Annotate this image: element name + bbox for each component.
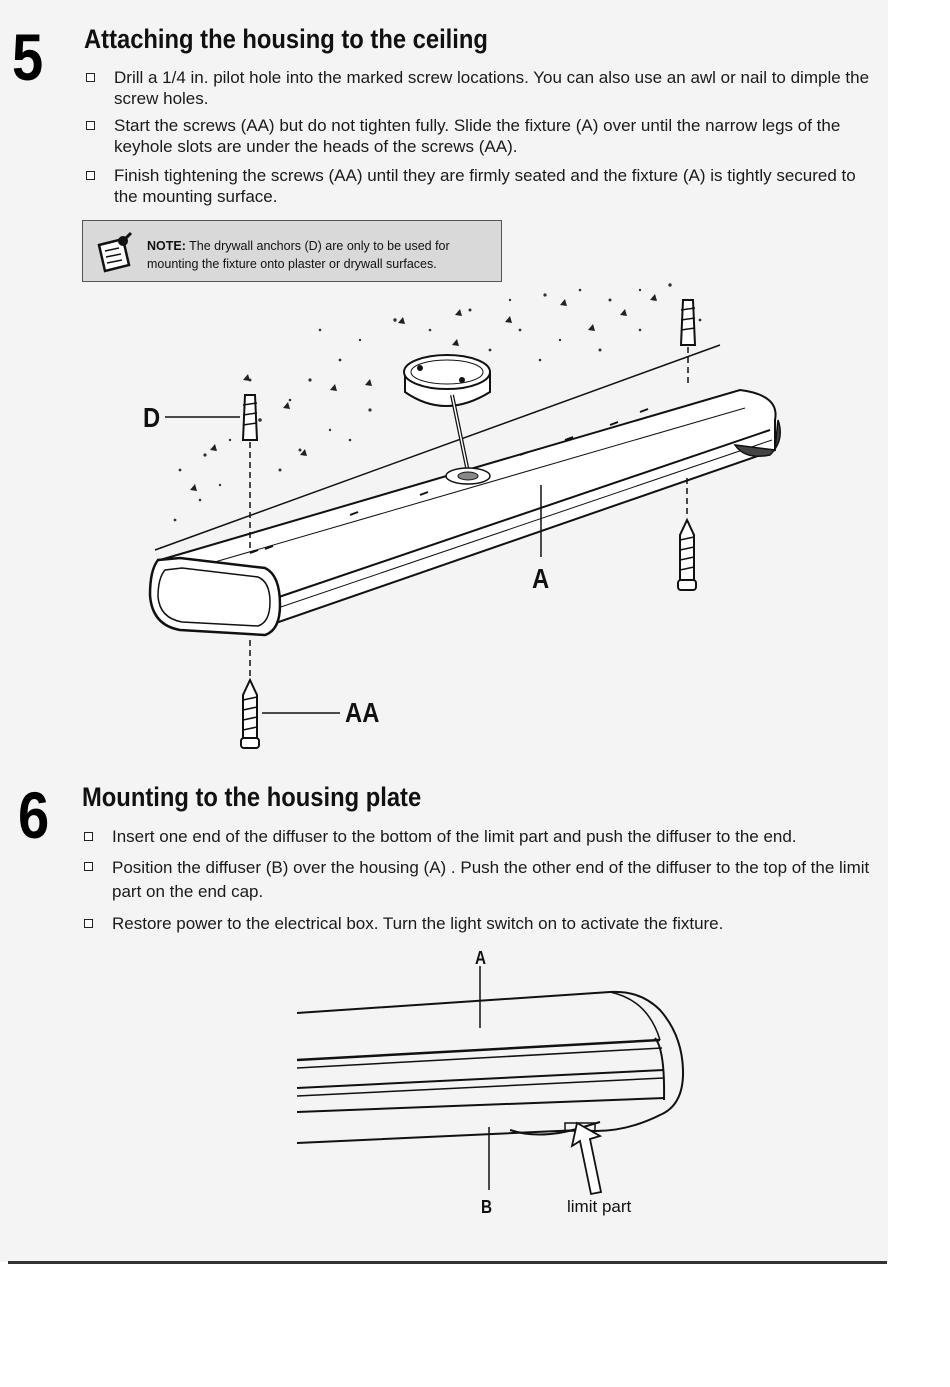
- bottom-divider: [8, 1261, 887, 1264]
- callout-aa: AA: [345, 697, 380, 728]
- step-6-instruction-1: Insert one end of the diffuser to the bottom of the limit part and push the diffuser to the end.: [82, 826, 882, 847]
- drywall-anchor-right: [681, 300, 695, 385]
- checkbox-bullet-icon: [84, 832, 93, 841]
- callout-limit-part: limit part: [567, 1197, 632, 1216]
- step-5-instruction-1: Drill a 1/4 in. pilot hole into the marked screw locations. You can also use an awl or nail to dimple the screw holes.: [84, 67, 879, 109]
- drywall-anchor-left: [243, 395, 257, 548]
- step-5-instruction-2: Start the screws (AA) but do not tighten fully. Slide the fixture (A) over until the narrow legs of the keyhole slots are under the heads of the screws (AA).: [84, 115, 879, 157]
- step-6-instruction-3: Restore power to the electrical box. Turn the light switch on to activate the fixture.: [82, 913, 882, 934]
- step-6-instruction-2: Position the diffuser (B) over the housing (A) . Push the other end of the diffuser to the top of the limit part on the end cap.: [82, 856, 882, 904]
- callout-a: A: [532, 563, 550, 594]
- callout-b: B: [481, 1197, 493, 1217]
- note-text: NOTE: The drywall anchors (D) are only to be used for mounting the fixture onto plaster or drywall surfaces.: [147, 239, 450, 271]
- diffuser-install-illustration: [0, 940, 950, 1240]
- checkbox-bullet-icon: [84, 862, 93, 871]
- step-6-title: Mounting to the housing plate: [82, 782, 422, 812]
- screw-left: [241, 640, 259, 748]
- step-5-instruction-3: Finish tightening the screws (AA) until they are firmly seated and the fixture (A) is tightly secured to the mounting surface.: [84, 165, 879, 207]
- step-5-title: Attaching the housing to the ceiling: [84, 24, 488, 54]
- step-6-number: 6: [18, 778, 50, 852]
- step-6-instructions: [82, 826, 882, 934]
- checkbox-bullet-icon: [84, 919, 93, 928]
- screw-right: [678, 478, 696, 590]
- callout-d: D: [143, 402, 161, 433]
- callout-a-side: A: [475, 948, 487, 968]
- step-5-number: 5: [12, 20, 44, 94]
- fixture-side-view: [297, 992, 683, 1143]
- arrow-icon: [572, 1123, 601, 1194]
